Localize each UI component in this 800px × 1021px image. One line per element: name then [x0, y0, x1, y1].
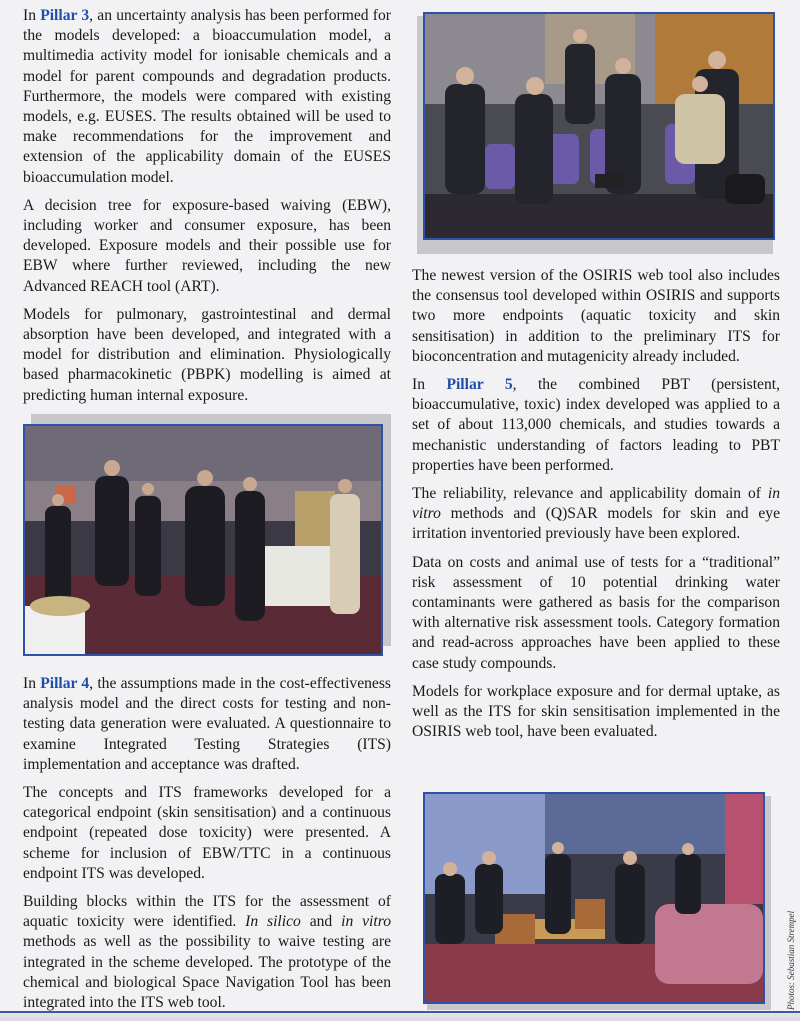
conference-photo: [23, 424, 383, 656]
left-column-bottom: [23, 674, 391, 1021]
reliability-em-in-vitro: in vitro: [412, 485, 780, 523]
footer-bar: [0, 1011, 800, 1021]
reliability-text-b: methods and (Q)SAR models for skin and eye irritation inventoried previously have been explored.: [412, 505, 780, 543]
pillar-4-text: , the assumptions made in the cost-effectiveness analysis model and the direct costs for testing and non-testing data generation were evaluated. A questionnaire to examine Integrated Testing Strategies (ITS) implementation and acceptance was drafted.: [23, 675, 391, 773]
paragraph-pillar-3: [23, 6, 391, 188]
paragraph-its-frameworks: The concepts and ITS frameworks developed for a categorical endpoint (skin sensitisation) and a continuous endpoint (repeated dose toxicity) were presented. A scheme for inclusion of EBW/TTC in a continuous endpoint ITS was developed.: [23, 784, 391, 882]
building-blocks-text-a: Building blocks within the ITS for the assessment of aquatic toxicity were identified.: [23, 893, 391, 931]
building-blocks-em-in-vitro: in vitro: [341, 913, 391, 931]
paragraph-pillar-5: [412, 375, 780, 476]
paragraph-decision-tree: A decision tree for exposure-based waiving (EBW), including worker and consumer exposure, has been developed. Exposure models and their possible use for EBW where further reviewed, including the new Advanced REACH tool (ART).: [23, 196, 391, 295]
paragraph-reliability: [412, 484, 780, 545]
paragraph-costs: Data on costs and animal use of tests for a “traditional” risk assessment of 10 potential drinking water contaminants were gathered as basis for the comparison with alternative risk assessment tools. Category formation and read-across approaches have been applied to these case study compounds.: [412, 553, 780, 672]
pillar-5-heading: Pillar 5: [446, 376, 513, 394]
paragraph-absorption-models: Models for pulmonary, gastrointestinal and dermal absorption have been developed, and integrated with a model for distribution and elimination. Physiologically based pharmacokinetic (PBPK) modelling is aimed at predicting human internal exposure.: [23, 305, 391, 404]
pillar-5-text: , the combined PBT (persistent, bioaccumulative, toxic) index developed was applied to a set of about 113,000 chemicals, and studies towards a mechanistic understanding of factors leading to PBT properties have been performed.: [412, 376, 781, 474]
building-blocks-text-c: methods as well as the possibility to waive testing are integrated in the scheme developed. The prototype of the chemical and biological Space Navigation Tool has been integrated into the ITS web tool.: [23, 933, 391, 1012]
pillar-4-lead: In: [23, 675, 41, 692]
paragraph-workplace-exposure: Models for workplace exposure and for dermal uptake, as well as the ITS for skin sensitisation implemented in the OSIRIS web tool, have been evaluated.: [412, 682, 780, 741]
paragraph-building-blocks: [23, 892, 391, 1013]
paragraph-pillar-4: [23, 674, 391, 775]
audience-photo: [423, 12, 779, 246]
pillar-3-text: , an uncertainty analysis has been performed for the models developed: a bioaccumulation model, a multimedia activity model for ionisable chemicals and a model for parent compounds and degradation products. Furthermore, the models were compared with existing models, e.g. EUSES. The results obtained will be used to make recommendations for the improvement and extension of the applicability domain of the EUSES bioaccumulation model.: [23, 7, 391, 186]
left-column: [23, 6, 391, 414]
building-blocks-em-in-silico: In silico: [245, 913, 301, 931]
lounge-photo: [423, 792, 767, 1008]
lounge-photo-image: [425, 794, 763, 1002]
pillar-4-heading: Pillar 4: [40, 675, 90, 692]
conference-photo-image: [25, 426, 381, 654]
audience-photo-image: [425, 14, 773, 238]
paragraph-osiris-web-tool: The newest version of the OSIRIS web tool also includes the consensus tool developed within OSIRIS and supports two more endpoints (aquatic toxicity and skin sensitisation) in addition to the preliminary ITS for bioconcentration and mutagenicity already included.: [412, 267, 780, 365]
photo-credit: Photos: Sebastian Strempel: [786, 910, 796, 1010]
pillar-3-lead: In: [23, 7, 41, 24]
pillar-3-heading: Pillar 3: [40, 7, 90, 24]
building-blocks-text-b: and: [300, 913, 342, 931]
right-column: [412, 266, 780, 750]
pillar-5-lead: In: [412, 376, 447, 394]
reliability-text-a: The reliability, relevance and applicability domain of: [412, 485, 768, 503]
